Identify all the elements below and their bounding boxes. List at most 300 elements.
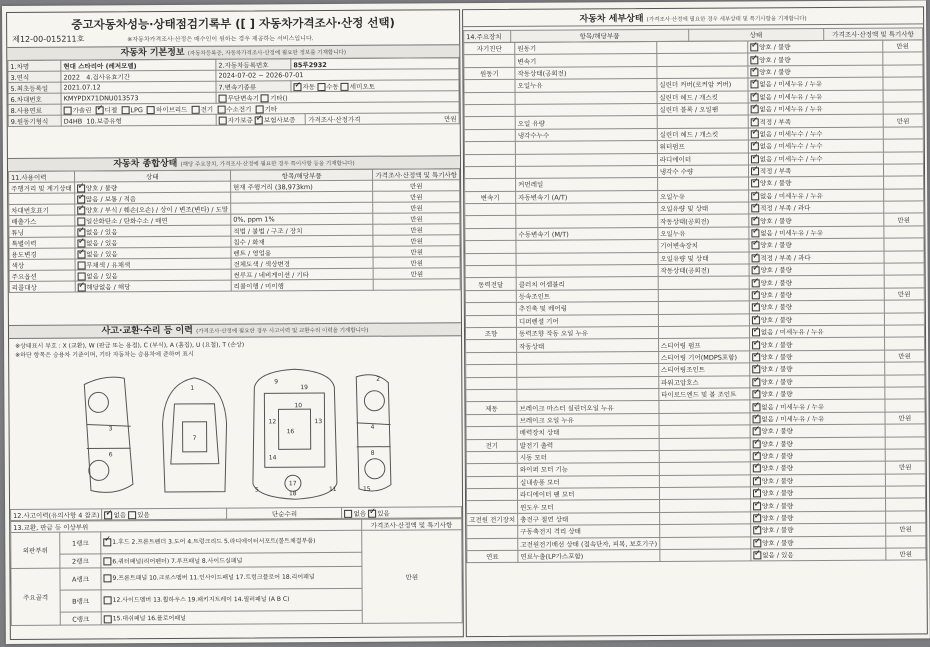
detail-state-checkbox[interactable] [751,180,759,188]
detail-item [515,103,657,116]
group-main-frame: 주요골격 [11,568,60,625]
fuel-hybrid-checkbox[interactable] [147,106,155,114]
detail-state-checkbox[interactable] [752,403,760,411]
trans-cvt-checkbox[interactable] [219,94,227,102]
detail-state-checkbox[interactable] [751,242,759,250]
detail-state-checkbox[interactable] [753,452,761,460]
detail-group [464,129,515,142]
detail-state: 양호 / 불량 [760,315,793,325]
rank-items-cell [101,610,362,625]
detail-subitem [659,524,750,537]
accident-none-checkbox[interactable] [105,511,113,519]
detail-item [516,165,658,178]
detail-item [515,153,657,166]
detail-rows [463,39,926,563]
detail-state-cell [750,399,885,412]
part-number: 7 [192,434,197,442]
total-row-label: 주행거리 및 계기상태 [9,182,75,193]
detail-state-checkbox[interactable] [750,68,758,76]
fuel-hydrogen-checkbox[interactable] [217,105,225,113]
detail-state-checkbox[interactable] [750,44,758,52]
total-row-state: 해당없음 / 해당 [86,282,131,291]
car-left-side-view [84,377,133,492]
fuel-electric-checkbox[interactable] [192,105,200,113]
exchange-checkbox[interactable] [103,558,111,566]
rank-label: C랭크 [60,612,101,625]
fuel-opt-electric: 전기 [200,105,214,114]
price-label: 가격조사·산정가격 [308,115,361,124]
trans-auto-checkbox[interactable] [293,83,301,91]
simple-opt-none: 없음 [353,509,367,518]
detail-state-checkbox[interactable] [752,366,760,374]
detail-state: 양호 / 불량 [759,179,792,188]
detail-subitem [659,413,750,426]
detail-col-state: 상태 [688,28,823,41]
detail-state-cell [750,474,885,487]
detail-state: 없음 / 미세누유 / 누유 [759,191,823,201]
detail-state-checkbox[interactable] [751,167,759,175]
total-row-state: 일산화탄소 / 탄화수소 / 매연 [85,216,168,225]
detail-state: 양호 / 불량 [761,514,794,523]
exchange-price-col: 가격조사·산정액 및 특기사항 [361,519,461,531]
detail-state-cell [750,362,885,375]
detail-amount [885,511,925,524]
detail-state-checkbox[interactable] [753,514,761,522]
rank-items: 15.대쉬패널 16.플로어패널 [112,615,186,623]
detail-amount [884,312,924,325]
detail-subitem: 타이로드엔드 및 볼 조인트 [659,388,750,401]
detail-group [466,426,517,439]
exchange-checkbox[interactable] [103,539,111,547]
detail-header [463,11,923,27]
detail-state-checkbox[interactable] [752,341,760,349]
state-checkbox[interactable] [77,217,85,225]
reg-no-label: 2.자동차등록번호 [216,59,291,70]
detail-state-checkbox[interactable] [752,329,760,337]
detail-group [466,365,517,378]
detail-item: 커먼레일 [516,178,658,191]
detail-amount [884,325,924,338]
simple-repair-options [342,507,462,519]
detail-amount [884,226,924,239]
exchange-amount: 만원 [361,530,462,624]
engine-value: D4HB [63,117,83,126]
accident-title: 사고·교환·수리 등 이력 [101,325,193,337]
trans-opt-manual: 수동 [326,82,339,91]
detail-subitem [657,66,748,79]
car-right-side-view [356,375,391,491]
engine-label: 9.원동기형식 [8,115,61,126]
detail-amount [886,535,926,548]
detail-group [464,92,515,105]
fuel-opt-etc: 기타 [264,104,278,113]
total-row-label: 차대번호표기 [9,204,75,215]
detail-group [467,501,518,514]
detail-amount [883,77,923,90]
detail-state: 양호 / 불량 [759,43,791,52]
trans-opt-semi: 세미오토 [349,82,375,91]
detail-state-checkbox[interactable] [750,93,758,101]
detail-state-cell [750,523,885,536]
paper-sheet [2,0,930,644]
detail-row [467,548,926,563]
part-number: 15 [362,485,371,493]
detail-col-device: 14.주요장치 [464,30,511,43]
detail-group [466,414,517,427]
detail-state: 없음 / 미세누유 / 누유 [759,80,823,89]
detail-item: 고전원전기배선 상태 (접속단자, 피복, 보호기구) [518,537,660,550]
detail-state-cell [748,40,883,53]
total-row-amount: 만원 [373,235,460,247]
detail-state-checkbox[interactable] [753,539,761,547]
rank-items-cell [101,588,362,612]
detail-state-checkbox[interactable] [751,130,759,138]
detail-state-checkbox[interactable] [753,465,761,473]
part-number: 4 [370,423,375,431]
detail-title: 자동차 세부상태 [579,14,644,25]
detail-state-cell [748,164,883,177]
detail-amount [883,127,923,140]
detail-subitem: 스티어링 펌프 [658,338,749,351]
detail-state: 양호 / 불량 [762,538,794,548]
detail-state-checkbox[interactable] [752,304,760,312]
simple-none-checkbox[interactable] [345,509,353,517]
legend-note: ※하단 항목은 승용차 기준이며, 기타 자동차는 승용차에 준하여 표시 [15,350,194,359]
warranty-label: 10.보증유형 [86,116,122,125]
detail-state-checkbox[interactable] [752,291,760,299]
state-checkbox[interactable] [77,184,85,192]
detail-state-checkbox[interactable] [751,192,759,200]
detail-amount: 만원 [884,213,924,226]
detail-state: 양호 / 불량 [761,427,793,436]
detail-amount [884,251,924,264]
detail-group [466,488,517,501]
total-row-amount: 만원 [373,257,460,269]
detail-subitem [659,400,750,413]
state-checkbox[interactable] [77,283,85,291]
detail-state-checkbox[interactable] [753,502,761,510]
detail-subitem [658,326,749,339]
trans-etc-checkbox[interactable] [261,94,269,102]
total-row-amount: 만원 [373,246,460,258]
accident-opt-yes: 있음 [137,510,150,519]
detail-state-checkbox[interactable] [752,316,760,324]
detail-amount [884,263,924,276]
detail-state: 없음 / 있음 [762,551,794,560]
detail-state-checkbox[interactable] [752,415,760,423]
detail-amount [883,102,923,115]
detail-item: 추진축 및 베어링 [516,302,658,315]
trans-label: 7.변속기종류 [216,81,291,92]
state-checkbox[interactable] [77,239,85,247]
detail-subitem [659,487,750,500]
detail-item [515,91,657,104]
detail-item: 발전기 출력 [517,438,659,451]
detail-state-cell [749,251,884,264]
warranty-insurer-checkbox[interactable] [255,116,263,124]
detail-subitem: 기어변속장치 [658,239,749,252]
warranty-opt-self: 자가보증 [227,115,253,125]
fuel-lpg-checkbox[interactable] [121,106,129,114]
detail-state: 양호 / 불량 [761,477,794,486]
detail-state-cell [749,337,884,350]
accident-options [102,508,227,520]
detail-item: 자동변속기 (A/T) [516,190,658,203]
detail-state-checkbox[interactable] [751,205,759,213]
total-row-amount: 만원 [373,191,460,203]
fuel-label: 8.사용연료 [8,104,61,115]
detail-item: 동력조향 작동 오일 누유 [517,326,659,339]
trans-opt-etc: 기타() [270,93,288,102]
part-number: 6 [108,451,113,459]
detail-state-cell [749,313,884,326]
detail-state-cell [749,325,884,338]
accident-question: 12.사고이력(유의사항 4 참조) [11,509,103,521]
detail-group [466,451,517,464]
total-row-state: 없음 / 있음 [86,271,118,280]
detail-note: (가격조사·산정에 필요한 경우 세부상태 및 특기사항을 기재합니다) [646,16,807,24]
total-row-item: 렌트 / 영업용 [231,246,374,258]
detail-subitem: 실린더 블록 / 오일팬 [657,103,748,116]
state-checkbox[interactable] [77,250,85,258]
legend-symbols: ※상태표시 부호 : X (교환), W (판금 또는 용접), C (부식), A (흠집), U (요철), T (손상) [15,341,245,350]
detail-state-checkbox[interactable] [751,217,759,225]
detail-amount [884,201,924,214]
exchange-checkbox[interactable] [103,575,111,583]
detail-state-checkbox[interactable] [753,490,761,498]
total-col-amount: 가격조사·산정액 및 특기사항 [373,169,460,181]
detail-group [465,265,516,278]
basic-info-title: 자동차 기본정보 [120,47,185,59]
warranty-self-checkbox[interactable] [219,116,227,124]
detail-state-checkbox[interactable] [753,527,761,535]
detail-state-checkbox[interactable] [751,267,759,275]
detail-state: 양호 / 불량 [761,464,794,473]
detail-group [466,389,517,402]
fuel-etc-checkbox[interactable] [256,105,264,113]
simple-repair-label: 단순수리 [227,507,342,519]
detail-state-cell [750,424,885,437]
state-checkbox[interactable] [77,206,85,214]
detail-state-cell [749,300,884,313]
detail-state-checkbox[interactable] [752,353,760,361]
detail-state-checkbox[interactable] [753,477,761,485]
detail-amount [885,362,925,375]
detail-amount [883,189,923,202]
detail-state: 양호 / 불량 [761,365,793,374]
detail-state-checkbox[interactable] [752,391,760,399]
detail-state-cell [750,412,885,425]
detail-amount [885,399,925,412]
detail-subitem [657,53,748,66]
trans-semi-checkbox[interactable] [341,82,349,90]
total-row-amount: 만원 [373,202,460,214]
detail-group [465,241,516,254]
detail-state: 적정 / 부족 [759,117,792,126]
total-row-label: 특별이력 [9,237,75,248]
detail-state-cell [750,375,885,388]
rank-items: 12.사이드멤버 13.휠하우스 19.패키지트레이 14.필러패널 (A B C) [112,596,290,605]
detail-state-checkbox[interactable] [751,279,759,287]
year-label: 3.연식 [8,71,61,82]
rank-items: 9.프론트패널 10.크로스멤버 11.인사이드패널 17.트렁크플로어 18.리어패널 [112,573,315,583]
detail-state-cell [750,437,885,450]
exchange-checkbox[interactable] [104,597,112,605]
part-number: 8 [370,449,375,457]
car-damage-diagram [64,363,395,505]
detail-item: 실내송풍 모터 [517,475,659,488]
detail-group: 고전원 전기장치 [467,513,518,526]
total-row-item: 전체도색 / 색상변경 [231,257,374,269]
detail-state-cell [750,387,885,400]
detail-state-checkbox[interactable] [752,378,760,386]
simple-yes-checkbox[interactable] [368,509,376,517]
detail-group: 조향 [465,327,516,340]
detail-item: 브레이크 마스터 실린더오일 누유 [517,401,659,414]
detail-group: 전기 [466,439,517,452]
part-number: 16 [286,428,295,436]
detail-amount [883,176,923,189]
total-row-state: 무채색 / 유채색 [86,260,131,269]
detail-amount: 만원 [884,350,924,363]
detail-subitem [658,289,749,302]
detail-state: 양호 / 불량 [760,266,792,275]
detail-item: 오일 유량 [515,116,657,129]
detail-item: 라디에이터 팬 모터 [517,488,659,501]
exchange-table [10,518,463,626]
fuel-diesel-checkbox[interactable] [96,106,104,114]
detail-item: 시동 모터 [517,450,659,463]
total-state-table [8,168,461,293]
detail-subitem [657,41,748,54]
rank-items-cell [101,566,362,590]
detail-state-checkbox[interactable] [751,118,759,126]
detail-state: 없음 / 미세누유 / 누유 [761,402,825,411]
total-row [9,279,460,293]
exchange-question: 13.교환, 판금 등 이상부위 [11,519,362,532]
detail-state-checkbox[interactable] [751,254,759,262]
rank-items: 6.쿼터패널(리어펜더) 7.루프패널 8.사이드실패널 [112,557,243,566]
detail-subitem [658,314,749,327]
detail-item: 브레이크 오일 누유 [517,413,659,426]
part-number: 11 [328,485,337,494]
car-name: 현대 스타리아 (레저모델) [61,59,216,71]
rank-items-cell [101,530,362,554]
trans-manual-checkbox[interactable] [317,83,325,91]
state-checkbox[interactable] [77,261,85,269]
detail-group [465,315,516,328]
detail-amount [884,238,924,251]
detail-subitem: 실린더 헤드 / 개스킷 [657,91,748,104]
detail-state-cell [748,53,883,66]
part-number: 17 [288,480,297,488]
detail-state: 양호 / 불량 [760,291,793,300]
detail-state-checkbox[interactable] [751,229,759,237]
fuel-gasoline-checkbox[interactable] [64,106,72,114]
detail-item [516,252,658,265]
detail-item: 윈도우 모터 [518,500,660,513]
detail-subitem: 오일유량 및 상태 [658,202,749,215]
total-row-item [231,202,374,214]
detail-state-cell [749,276,884,289]
detail-state-cell [748,127,883,140]
first-reg-value: 2021.07.12 [61,81,216,93]
detail-state: 양호 / 불량 [761,501,794,511]
detail-state-checkbox[interactable] [750,56,758,64]
warranty-options [216,114,306,126]
accident-yes-checkbox[interactable] [128,511,136,519]
total-row-state: 많음 / 보통 / 적음 [85,194,137,203]
reg-no: 85루2932 [291,58,459,70]
year-value: 2022 [63,73,81,82]
detail-state-cell [750,511,885,524]
accident-opt-none: 없음 [113,510,127,519]
detail-state: 없음 / 미세누유 / 누유 [759,92,823,102]
detail-item: 충전구 절연 상태 [518,512,660,525]
total-state-title: 자동차 종합상태 [113,158,178,170]
total-row-amount: 만원 [373,224,460,236]
detail-group [464,166,515,179]
total-col-state: 상태 [74,170,230,182]
detail-subitem: 작동상태(공회전) [658,264,749,277]
detail-subitem: 파워고압호스 [659,375,750,388]
detail-state-checkbox[interactable] [752,440,760,448]
detail-state-checkbox[interactable] [750,81,758,89]
detail-state-checkbox[interactable] [752,428,760,436]
detail-state-checkbox[interactable] [751,143,759,151]
part-number: 18 [288,490,297,498]
detail-subitem: 오일누유 [657,190,748,203]
detail-subitem [659,425,750,438]
part-number: 12 [268,418,277,426]
accident-header [9,322,461,339]
detail-state-checkbox[interactable] [753,552,761,560]
detail-item [516,215,658,228]
basic-info-table [7,57,459,127]
detail-state-cell [750,461,885,474]
detail-item: 변속기 [515,54,657,67]
detail-subitem: 오일유량 및 상태 [658,252,749,265]
detail-subitem: 작동상태(공회전) [658,214,749,227]
detail-amount [885,424,925,437]
detail-state-cell [749,238,884,251]
detail-state: 없음 / 미세누유 / 누유 [760,229,824,238]
total-row-amount: 만원 [374,268,461,280]
detail-group: 변속기 [465,191,516,204]
detail-state-cell [749,263,884,276]
detail-state: 없음 / 미세누수 / 누수 [759,142,823,151]
detail-subitem [659,512,750,525]
detail-item [517,351,659,364]
exchange-checkbox[interactable] [104,615,112,623]
part-number: 9 [274,378,279,386]
detail-state-checkbox[interactable] [750,106,758,114]
detail-state-checkbox[interactable] [751,155,759,163]
detail-amount [883,139,923,152]
total-row-state: 없음 / 있음 [86,227,118,236]
state-checkbox[interactable] [77,228,85,236]
rank-label: A랭크 [60,568,101,590]
state-checkbox[interactable] [77,195,85,203]
detail-state-cell [749,201,884,214]
fuel-opt-gasoline: 가솔린 [72,105,92,115]
form-title: 중고자동차성능·상태점검기록부 ([ ] 자동차가격조사·산정 선택) [71,15,395,32]
detail-subitem: 스티어링 기어(MDPS포함) [658,351,749,364]
vin-label: 6.차대번호 [8,93,61,104]
detail-amount: 만원 [884,288,924,301]
basic-info-note: (자동차등록증, 자동차가격조사·산정에 필요한 정보를 기재합니다) [187,49,346,57]
state-checkbox[interactable] [77,272,85,280]
